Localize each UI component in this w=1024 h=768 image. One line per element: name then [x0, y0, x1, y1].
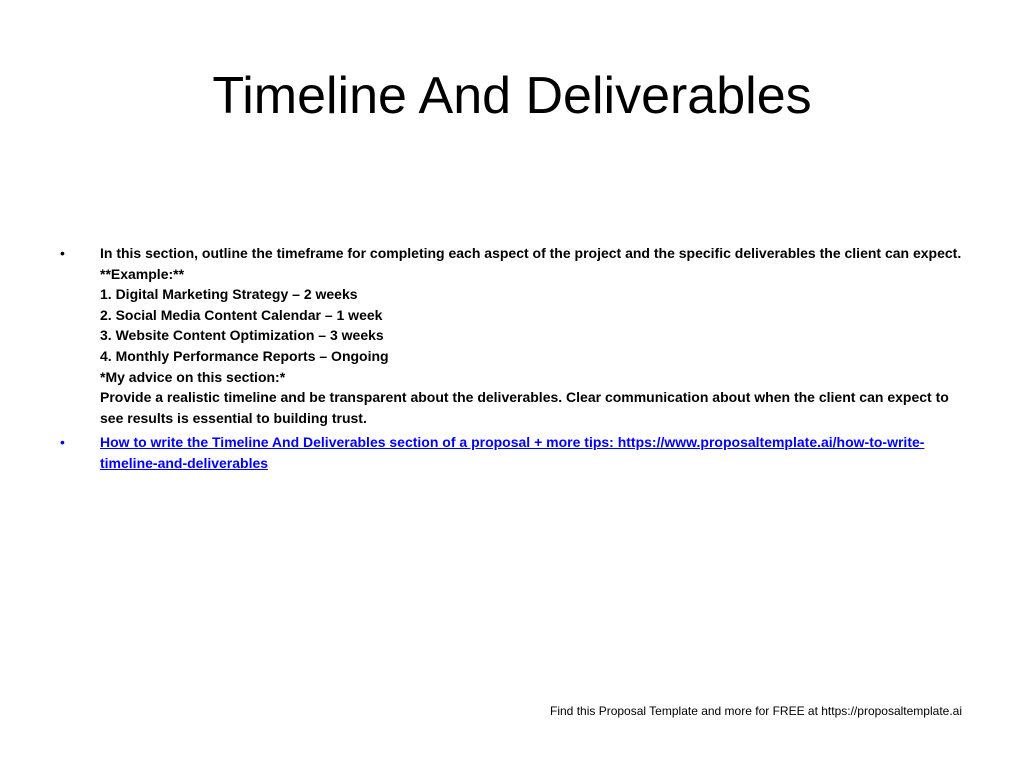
advice-text: Provide a realistic timeline and be transparent about the deliverables. Clear communication about when the client can expect to see results is essential to building trust.: [100, 389, 949, 426]
tips-link[interactable]: How to write the Timeline And Deliverables section of a proposal + more tips: https://www.proposaltemplate.ai/how-to-write-timeline-and-deliverables: [100, 434, 925, 471]
deliverable-item: 2. Social Media Content Calendar – 1 week: [100, 306, 383, 323]
deliverable-item: 1. Digital Marketing Strategy – 2 weeks: [100, 286, 358, 303]
deliverable-item: 4. Monthly Performance Reports – Ongoing: [100, 347, 389, 364]
bullet-marker: •: [60, 245, 65, 261]
advice-heading: *My advice on this section:*: [100, 368, 286, 385]
example-heading: **Example:**: [100, 265, 185, 282]
bullet-marker: •: [60, 434, 65, 451]
bullet-item-instructions: [60, 243, 965, 428]
deliverable-item: 3. Website Content Optimization – 3 weeks: [100, 327, 384, 344]
section-intro-text: In this section, outline the timeframe for completing each aspect of the project and the specific deliverables the client can expect.: [100, 245, 962, 261]
bullet-item-link: [60, 432, 965, 473]
footer-text: Find this Proposal Template and more for FREE at https://proposaltemplate.ai: [550, 704, 962, 718]
slide-title: Timeline And Deliverables: [212, 67, 812, 125]
content-bullet-list: [60, 243, 965, 474]
